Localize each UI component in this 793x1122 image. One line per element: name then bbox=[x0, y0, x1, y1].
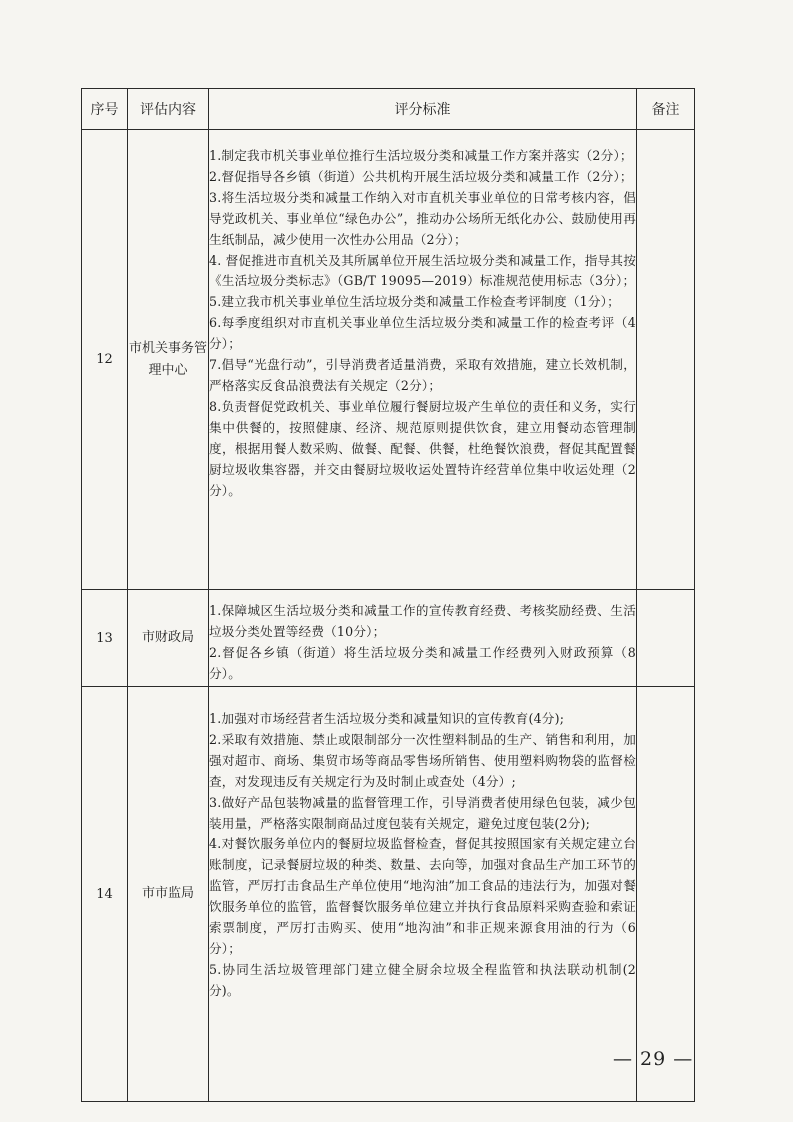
criteria-item: 4.对餐饮服务单位内的餐厨垃圾监督检查，督促其按照国家有关规定建立台账制度，记录餐厨垃圾的种类、数量、去向等，加强对食品生产加工环节的监管，严厉打击食品生产单位使用“地沟油”加工食品的违法行为，加强对餐饮服务单位的监管，监督餐饮服务单位建立并执行食品原料采购查验和索证索票制度，严厉打击购买、使用“地沟油”和非正规来源食用油的行为（6分）； bbox=[209, 836, 636, 956]
criteria-item: 1.保障城区生活垃圾分类和减量工作的宣传教育经费、考核奖励经费、生活垃圾分类处置等经费（10分）； bbox=[209, 603, 636, 639]
criteria-item: 2.督促指导各乡镇（街道）公共机构开展生活垃圾分类和减量工作（2分）； bbox=[209, 168, 633, 184]
criteria-item: 2.督促各乡镇（街道）将生活垃圾分类和减量工作经费列入财政预算（8分）。 bbox=[209, 644, 636, 681]
header-serial-number: 序号 bbox=[82, 89, 128, 130]
row-remark bbox=[637, 590, 695, 687]
criteria-item: 1.加强对市场经营者生活垃圾分类和减量知识的宣传教育(4分); bbox=[209, 711, 565, 726]
row-criteria bbox=[209, 687, 637, 1102]
table-row bbox=[82, 130, 695, 590]
criteria-item: 8.负责督促党政机关、事业单位履行餐厨垃圾产生单位的责任和义务，实行集中供餐的，按照健康、经济、规范原则提供饮食，建立用餐动态管理制度，根据用餐人数采购、做餐、配餐、供餐，杜绝餐饮浪费，督促其配置餐厨垃圾收集容器，并交由餐厨垃圾收运处置特许经营单位集中收运处理（2分）。 bbox=[209, 398, 636, 498]
criteria-item: 3.做好产品包装物减量的监督管理工作，引导消费者使用绿色包装，减少包装用量，严格落实限制商品过度包装有关规定，避免过度包装(2分); bbox=[209, 794, 636, 831]
criteria-item: 1.制定我市机关事业单位推行生活垃圾分类和减量工作方案并落实（2分）； bbox=[209, 148, 633, 163]
row-number: 13 bbox=[82, 590, 128, 687]
row-remark bbox=[637, 130, 695, 590]
table-header-row bbox=[82, 89, 695, 130]
table-row bbox=[82, 590, 695, 687]
row-remark bbox=[637, 687, 695, 1102]
row-number: 12 bbox=[82, 130, 128, 590]
criteria-item: 2.采取有效措施、禁止或限制部分一次性塑料制品的生产、销售和利用，加强对超市、商场、集贸市场等商品零售场所销售、使用塑料购物袋的监督检查，对发现违反有关规定行为及时制止或查处（4分）; bbox=[209, 731, 636, 789]
header-remarks: 备注 bbox=[637, 89, 695, 130]
row-criteria bbox=[209, 590, 637, 687]
evaluation-table bbox=[81, 88, 695, 1102]
row-number: 14 bbox=[82, 687, 128, 1102]
table-row bbox=[82, 687, 695, 1102]
page-number: — 29 — bbox=[613, 1048, 694, 1070]
header-evaluation-content: 评估内容 bbox=[128, 89, 209, 130]
header-scoring-criteria: 评分标准 bbox=[209, 89, 637, 130]
criteria-item: 7.倡导“光盘行动”，引导消费者适量消费，采取有效措施，建立长效机制，严格落实反食品浪费法有关规定（2分）； bbox=[209, 357, 636, 393]
row-department: 市市监局 bbox=[128, 687, 209, 1102]
criteria-item: 3.将生活垃圾分类和减量工作纳入对市直机关事业单位的日常考核内容，倡导党政机关、事业单位“绿色办公”，推动办公场所无纸化办公、鼓励使用再生纸制品，减少使用一次性办公用品（2分）； bbox=[209, 189, 636, 247]
row-criteria bbox=[209, 130, 637, 590]
criteria-item: 6.每季度组织对市直机关事业单位生活垃圾分类和减量工作的检查考评（4分）； bbox=[209, 315, 636, 352]
row-department: 市财政局 bbox=[128, 590, 209, 687]
row-department: 市机关事务管理中心 bbox=[128, 130, 209, 590]
criteria-item: 5.建立我市机关事业单位生活垃圾分类和减量工作检查考评制度（1分）； bbox=[209, 294, 620, 310]
criteria-item: 4. 督促推进市直机关及其所属单位开展生活垃圾分类和减量工作，指导其按《生活垃圾分类标志》（GB/T 19095—2019）标准规范使用标志（3分）； bbox=[209, 252, 636, 289]
criteria-item: 5.协同生活垃圾管理部门建立健全厨余垃圾全程监管和执法联动机制(2分)。 bbox=[209, 961, 636, 998]
